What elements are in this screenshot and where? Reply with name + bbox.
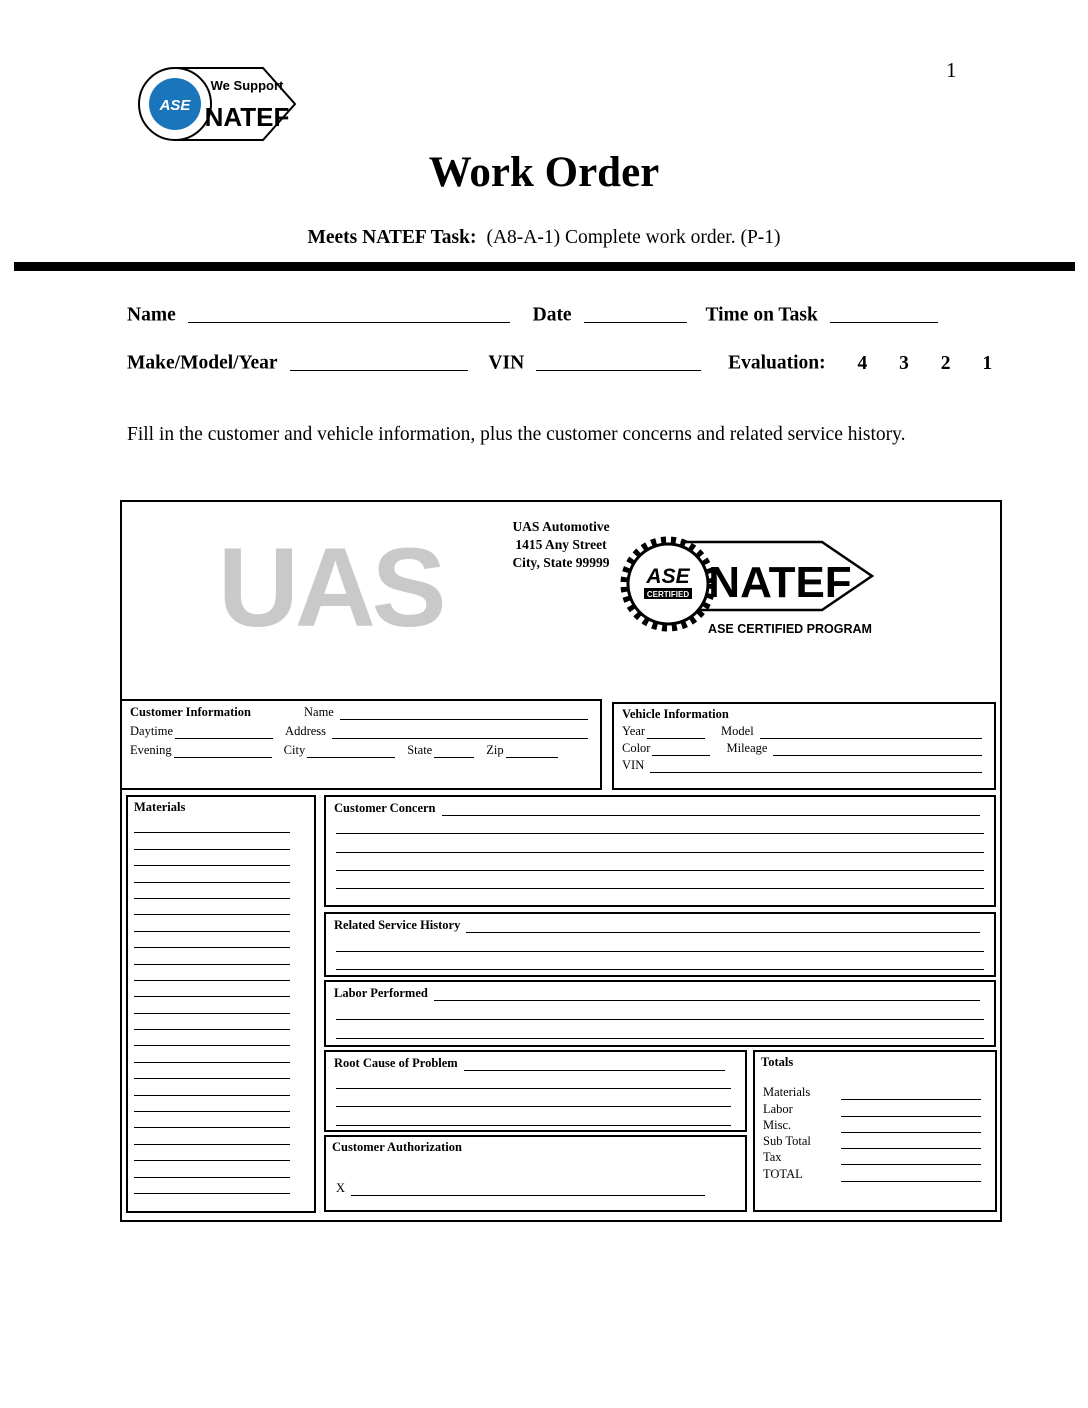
evaluation-score-2[interactable]: 2 bbox=[940, 352, 951, 374]
evaluation-score-4[interactable]: 4 bbox=[857, 352, 868, 374]
blank-line[interactable] bbox=[134, 1128, 290, 1144]
totals-row-materials bbox=[763, 1084, 981, 1100]
customer-info-row-1 bbox=[128, 705, 594, 720]
root-cause-line[interactable] bbox=[464, 1060, 725, 1071]
daytime-line[interactable] bbox=[175, 728, 273, 739]
task-line bbox=[0, 227, 1088, 249]
blank-line[interactable] bbox=[134, 1030, 290, 1046]
vin-field-line[interactable] bbox=[536, 350, 701, 371]
blank-line[interactable] bbox=[336, 816, 984, 834]
we-support-text: We Support bbox=[210, 78, 284, 93]
customer-concern-line[interactable] bbox=[442, 805, 981, 816]
totals-misc-line[interactable] bbox=[841, 1122, 981, 1133]
vehicle-info-row-2 bbox=[620, 724, 988, 739]
date-label: Date bbox=[532, 304, 572, 326]
customer-concern-lines bbox=[326, 816, 994, 907]
city-line[interactable] bbox=[307, 747, 395, 758]
daytime-label: Daytime bbox=[130, 724, 174, 738]
blank-line[interactable] bbox=[134, 948, 290, 964]
blank-line[interactable] bbox=[134, 965, 290, 981]
blank-line[interactable] bbox=[134, 1096, 290, 1112]
uas-watermark: UAS bbox=[218, 525, 443, 650]
make-model-year-label: Make/Model/Year bbox=[127, 352, 278, 374]
totals-subtotal-line[interactable] bbox=[841, 1138, 981, 1149]
blank-line[interactable] bbox=[134, 1046, 290, 1062]
model-line[interactable] bbox=[760, 728, 982, 739]
evaluation-score-3[interactable]: 3 bbox=[899, 352, 909, 374]
blank-line[interactable] bbox=[134, 1079, 290, 1095]
city-label: City bbox=[283, 743, 306, 757]
customer-info-row-2 bbox=[128, 724, 594, 739]
state-label: State bbox=[407, 743, 433, 757]
blank-line[interactable] bbox=[134, 915, 290, 931]
ase-certified-program-text: ASE CERTIFIED PROGRAM bbox=[708, 622, 872, 636]
root-cause-lines bbox=[326, 1071, 745, 1126]
company-city: City, State 99999 bbox=[512, 555, 610, 571]
customer-authorization-title: Customer Authorization bbox=[332, 1140, 462, 1154]
zip-line[interactable] bbox=[506, 747, 558, 758]
customer-concern-section bbox=[324, 795, 996, 907]
totals-row-tax bbox=[763, 1149, 981, 1165]
instructions-text: Fill in the customer and vehicle information, plus the customer concerns and related service history. bbox=[127, 424, 906, 445]
totals-row-subtotal bbox=[763, 1133, 981, 1149]
vehicle-info-row-3 bbox=[620, 741, 988, 756]
ase-text: ASE bbox=[646, 565, 690, 588]
totals-materials-line[interactable] bbox=[841, 1089, 981, 1100]
natef-text: NATEF bbox=[204, 102, 290, 132]
blank-line[interactable] bbox=[134, 1178, 290, 1194]
blank-line[interactable] bbox=[336, 853, 984, 871]
root-cause-header bbox=[326, 1052, 745, 1071]
totals-labor-line[interactable] bbox=[841, 1106, 981, 1117]
evaluation-label: Evaluation: bbox=[728, 352, 826, 374]
time-on-task-field-line[interactable] bbox=[830, 302, 938, 323]
page-number: 1 bbox=[946, 58, 957, 82]
labor-performed-title: Labor Performed bbox=[334, 986, 428, 1000]
related-service-history-line[interactable] bbox=[466, 922, 980, 933]
blank-line[interactable] bbox=[134, 997, 290, 1013]
totals-row-labor bbox=[763, 1100, 981, 1116]
authorization-sign-row bbox=[334, 1181, 711, 1196]
related-service-history-lines bbox=[326, 933, 994, 970]
blank-line[interactable] bbox=[336, 1107, 731, 1125]
totals-total-line[interactable] bbox=[841, 1171, 981, 1182]
blank-line[interactable] bbox=[134, 1145, 290, 1161]
totals-subtotal-label: Sub Total bbox=[763, 1134, 811, 1149]
task-label: Meets NATEF Task: bbox=[307, 227, 477, 248]
vehicle-information-title: Vehicle Information bbox=[622, 707, 729, 721]
color-line[interactable] bbox=[652, 745, 710, 756]
customer-information-title: Customer Information bbox=[130, 705, 251, 719]
time-on-task-label: Time on Task bbox=[705, 304, 818, 326]
materials-lines bbox=[128, 817, 314, 1194]
blank-line[interactable] bbox=[336, 933, 984, 952]
natef-text: NATEF bbox=[708, 558, 852, 607]
certified-text: CERTIFIED bbox=[646, 590, 690, 599]
natef-certified-logo bbox=[620, 526, 888, 656]
company-name: UAS Automotive bbox=[512, 519, 610, 534]
natef-support-logo-art bbox=[133, 56, 303, 151]
related-service-history-title: Related Service History bbox=[334, 918, 461, 932]
name-field-line[interactable] bbox=[188, 302, 510, 323]
customer-authorization-section bbox=[324, 1135, 747, 1212]
color-label: Color bbox=[622, 741, 651, 755]
totals-row-total bbox=[763, 1165, 981, 1181]
blank-line[interactable] bbox=[336, 1089, 731, 1107]
blank-line[interactable] bbox=[336, 1071, 731, 1089]
blank-line[interactable] bbox=[134, 817, 290, 833]
address-line[interactable] bbox=[332, 728, 588, 739]
vehicle-vin-line[interactable] bbox=[650, 762, 982, 773]
work-order-form bbox=[120, 500, 1002, 1222]
zip-label: Zip bbox=[486, 743, 504, 757]
blank-line[interactable] bbox=[134, 1161, 290, 1177]
blank-line[interactable] bbox=[134, 1014, 290, 1030]
totals-labor-label: Labor bbox=[763, 1101, 793, 1116]
totals-row-misc bbox=[763, 1117, 981, 1133]
natef-support-logo bbox=[133, 56, 303, 156]
blank-line[interactable] bbox=[336, 1001, 984, 1020]
evaluation-score-1[interactable]: 1 bbox=[982, 352, 993, 374]
vehicle-vin-label: VIN bbox=[622, 758, 645, 772]
date-field-line[interactable] bbox=[584, 302, 687, 323]
name-date-row bbox=[127, 300, 938, 327]
vehicle-info-row-4 bbox=[620, 758, 988, 773]
labor-performed-section bbox=[324, 980, 996, 1047]
labor-performed-header bbox=[326, 982, 994, 1001]
customer-concern-header bbox=[326, 797, 994, 816]
totals-misc-label: Misc. bbox=[763, 1117, 792, 1132]
customer-concern-title: Customer Concern bbox=[334, 801, 436, 815]
mileage-line[interactable] bbox=[773, 745, 982, 756]
totals-tax-line[interactable] bbox=[841, 1154, 981, 1165]
customer-information-section bbox=[122, 699, 602, 790]
totals-total-label: TOTAL bbox=[763, 1166, 803, 1181]
blank-line[interactable] bbox=[134, 850, 290, 866]
root-cause-title: Root Cause of Problem bbox=[334, 1056, 458, 1070]
root-cause-section bbox=[324, 1050, 747, 1132]
blank-line[interactable] bbox=[134, 833, 290, 849]
totals-tax-label: Tax bbox=[763, 1150, 782, 1165]
authorization-signature-line[interactable] bbox=[351, 1185, 705, 1196]
blank-line[interactable] bbox=[336, 1020, 984, 1039]
make-vin-eval-row bbox=[127, 348, 992, 375]
blank-line[interactable] bbox=[336, 834, 984, 852]
blank-line[interactable] bbox=[336, 952, 984, 971]
divider-rule bbox=[14, 262, 1075, 271]
make-model-year-field-line[interactable] bbox=[290, 350, 468, 371]
totals-title: Totals bbox=[761, 1055, 794, 1069]
address-label: Address bbox=[285, 724, 327, 738]
name-label: Name bbox=[127, 304, 176, 326]
blank-line[interactable] bbox=[134, 866, 290, 882]
vin-label: VIN bbox=[488, 352, 525, 374]
customer-info-row-3 bbox=[128, 743, 594, 758]
model-label: Model bbox=[721, 724, 754, 738]
blank-line[interactable] bbox=[134, 899, 290, 915]
vehicle-info-row-1 bbox=[620, 707, 988, 722]
company-street: 1415 Any Street bbox=[515, 537, 607, 553]
cust-name-line[interactable] bbox=[340, 709, 588, 720]
mileage-label: Mileage bbox=[726, 741, 768, 755]
materials-title: Materials bbox=[134, 800, 186, 814]
page-title: Work Order bbox=[428, 149, 660, 196]
year-line[interactable] bbox=[647, 728, 705, 739]
evening-label: Evening bbox=[130, 743, 172, 757]
task-text: (A8-A-1) Complete work order. (P-1) bbox=[486, 227, 781, 248]
year-label: Year bbox=[622, 724, 646, 738]
vehicle-information-section bbox=[612, 702, 996, 790]
related-service-history-header bbox=[326, 914, 994, 933]
blank-line[interactable] bbox=[134, 932, 290, 948]
materials-section bbox=[126, 795, 316, 1213]
related-service-history-section bbox=[324, 912, 996, 977]
labor-performed-lines bbox=[326, 1001, 994, 1039]
cust-name-label: Name bbox=[304, 705, 334, 719]
state-line[interactable] bbox=[434, 747, 474, 758]
totals-section bbox=[753, 1050, 997, 1212]
blank-line[interactable] bbox=[134, 1063, 290, 1079]
evening-line[interactable] bbox=[174, 747, 272, 758]
labor-performed-line[interactable] bbox=[434, 990, 980, 1001]
blank-line[interactable] bbox=[134, 883, 290, 899]
blank-line[interactable] bbox=[134, 981, 290, 997]
blank-line[interactable] bbox=[134, 1112, 290, 1128]
totals-materials-label: Materials bbox=[763, 1085, 811, 1100]
blank-line[interactable] bbox=[336, 889, 984, 907]
natef-certified-logo-art bbox=[620, 526, 888, 651]
ase-text: ASE bbox=[159, 97, 191, 114]
authorization-x-label: X bbox=[336, 1181, 346, 1195]
blank-line[interactable] bbox=[336, 871, 984, 889]
